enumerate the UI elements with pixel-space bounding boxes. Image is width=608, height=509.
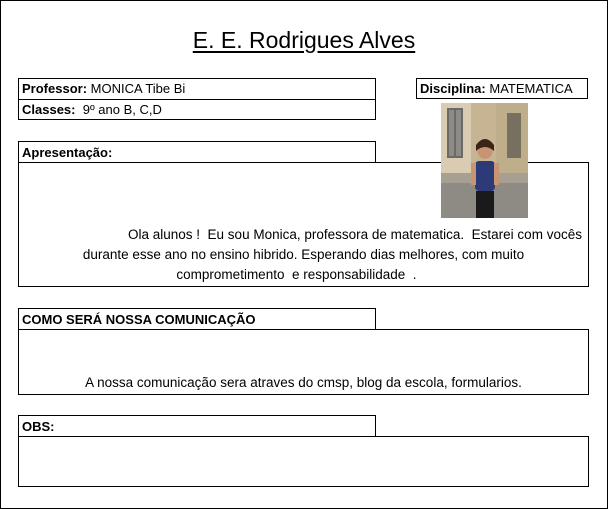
- professor-value: MONICA Tibe Bi: [90, 81, 186, 96]
- discipline-value: MATEMATICA: [489, 81, 573, 96]
- teacher-info-box: [18, 78, 376, 120]
- presentation-line-2: durante esse ano no ensino hibrido. Esperando dias melhores, com muito: [82, 247, 525, 262]
- communication-header: COMO SERÁ NOSSA COMUNICAÇÃO: [18, 308, 376, 330]
- discipline-label: Disciplina:: [420, 81, 486, 96]
- professor-label: Professor:: [22, 81, 88, 96]
- discipline-row: [420, 81, 573, 96]
- classes-label: Classes:: [22, 102, 76, 117]
- discipline-box: [416, 78, 588, 99]
- presentation-line-1: Ola alunos ! Eu sou Monica, professora de matematica. Estarei com vocês: [128, 227, 582, 242]
- professor-row: [22, 81, 185, 96]
- page-title: E. E. Rodrigues Alves: [192, 27, 416, 53]
- classes-value: 9º ano B, C,D: [82, 102, 162, 117]
- teacher-photo: [441, 103, 528, 218]
- teacher-photo-image: [441, 103, 528, 218]
- classes-row: [22, 102, 162, 117]
- obs-header: OBS:: [18, 415, 376, 437]
- communication-text: A nossa comunicação sera atraves do cmsp, blog da escola, formularios.: [85, 375, 522, 390]
- presentation-header: Apresentação:: [18, 141, 376, 163]
- obs-body-box: [18, 436, 589, 487]
- presentation-text: [18, 225, 589, 285]
- presentation-line-3: comprometimento e responsabilidade .: [176, 267, 417, 282]
